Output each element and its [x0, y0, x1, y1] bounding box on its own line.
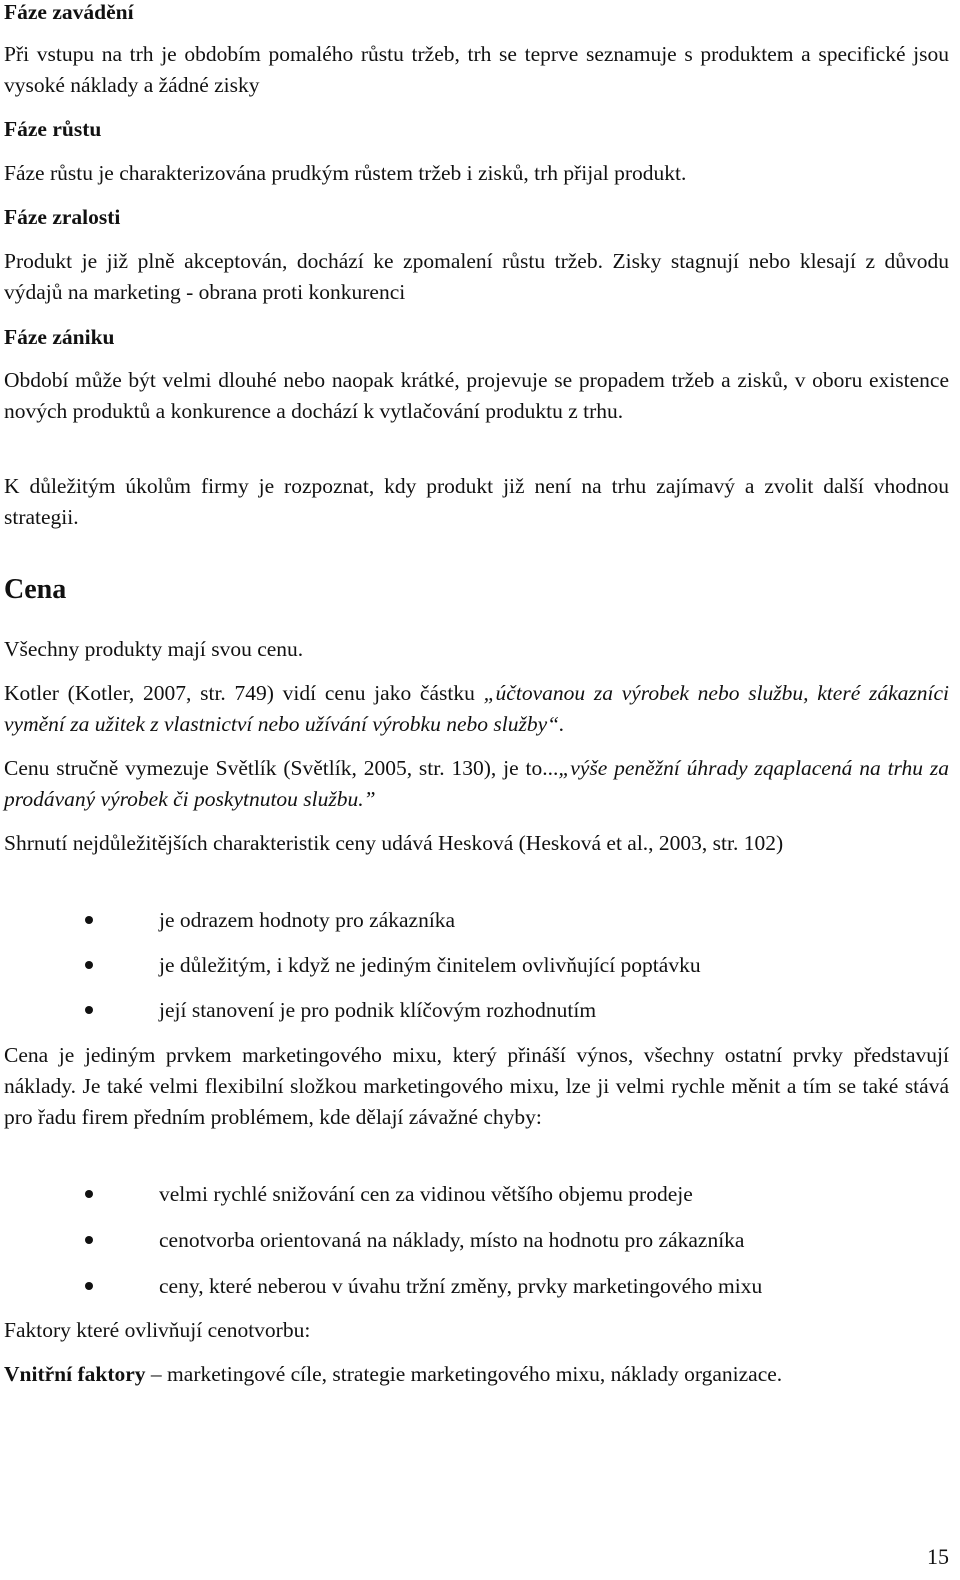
- list-item-text: je důležitým, i když ne jediným činitelem ovlivňující poptávku: [159, 953, 701, 977]
- paragraph-kotler: [4, 678, 949, 740]
- list-item-text: cenotvorba orientovaná na náklady, místo na hodnotu pro zákazníka: [159, 1228, 745, 1252]
- kotler-quote: „účtovanou za výrobek nebo službu, které zákazníci vymění za užitek z vlastnictví nebo užívání výrobku nebo služby“.: [4, 681, 949, 736]
- svetlik-intro: Cenu stručně vymezuje Světlík (Světlík, 2005, str. 130), je to...: [4, 756, 559, 780]
- bullet-list-errors: [4, 1179, 949, 1302]
- list-item-text: ceny, které neberou v úvahu tržní změny, prvky marketingového mixu: [159, 1274, 763, 1298]
- bullet-list-characteristics: [4, 905, 949, 1026]
- paragraph-heskova: Shrnutí nejdůležitějších charakteristik ceny udává Hesková (Hesková et al., 2003, str. 102): [4, 831, 784, 855]
- list-item: [4, 1271, 949, 1302]
- vnitrni-faktory-text: – marketingové cíle, strategie marketingového mixu, náklady organizace.: [145, 1362, 783, 1386]
- paragraph-zralosti: Produkt je již plně akceptován, dochází ke zpomalení růstu tržeb. Zisky stagnují nebo klesají z důvodu výdajů na marketing - obrana proti konkurenci: [4, 249, 949, 304]
- heading-faze-zralosti: Fáze zralosti: [4, 205, 121, 229]
- heading-faze-zavadeni: Fáze zavádění: [4, 0, 134, 24]
- list-item-text: její stanovení je pro podnik klíčovým rozhodnutím: [159, 998, 597, 1022]
- paragraph-cena-prvek: Cena je jediným prvkem marketingového mixu, který přináší výnos, všechny ostatní prvky představují náklady. Je také velmi flexibilní složkou marketingového mixu, lze ji velmi rychle měnit a tím se také stává pro řadu firem předním problémem, kde dělají závažné chyby:: [4, 1043, 949, 1129]
- paragraph-ukolem: K důležitým úkolům firmy je rozpoznat, kdy produkt již není na trhu zajímavý a zvolit další vhodnou strategii.: [4, 474, 949, 529]
- bullet-icon: [85, 916, 93, 924]
- bullet-icon: [85, 1006, 93, 1014]
- paragraph-vnitrni-faktory: [4, 1359, 949, 1390]
- list-item: [4, 1225, 949, 1256]
- heading-faze-rustu: Fáze růstu: [4, 117, 102, 141]
- list-item: [4, 1179, 949, 1210]
- vnitrni-faktory-label: Vnitřní faktory: [4, 1362, 146, 1386]
- paragraph-svetlik: [4, 753, 949, 815]
- kotler-intro: Kotler (Kotler, 2007, str. 749) vidí cenu jako částku: [4, 681, 484, 705]
- list-item: [4, 995, 949, 1026]
- paragraph-rustu: Fáze růstu je charakterizována prudkým růstem tržeb i zisků, trh přijal produkt.: [4, 161, 687, 185]
- heading-faze-zaniku: Fáze zániku: [4, 325, 115, 349]
- paragraph-zaniku: Období může být velmi dlouhé nebo naopak krátké, projevuje se propadem tržeb a zisků, v oboru existence nových produktů a konkurence a dochází k vytlačování produktu z trhu.: [4, 368, 949, 423]
- bullet-icon: [85, 961, 93, 969]
- paragraph-vsechny: Všechny produkty mají svou cenu.: [4, 637, 304, 661]
- svetlik-quote: „výše peněžní úhrady zqaplacená na trhu za prodávaný výrobek či poskytnutou službu.”: [4, 756, 949, 811]
- page-number: 15: [927, 1544, 949, 1569]
- list-item: [4, 905, 949, 936]
- bullet-icon: [85, 1236, 93, 1244]
- list-item-text: je odrazem hodnoty pro zákazníka: [159, 908, 456, 932]
- paragraph-zavadeni: Při vstupu na trh je obdobím pomalého růstu tržeb, trh se teprve seznamuje s produktem a specifické jsou vysoké náklady a žádné zisky: [4, 42, 949, 97]
- list-item: [4, 950, 949, 981]
- section-title-cena: Cena: [4, 574, 67, 605]
- bullet-icon: [85, 1282, 93, 1290]
- paragraph-faktory: Faktory které ovlivňují cenotvorbu:: [4, 1318, 311, 1342]
- bullet-icon: [85, 1190, 93, 1198]
- list-item-text: velmi rychlé snižování cen za vidinou většího objemu prodeje: [159, 1182, 693, 1206]
